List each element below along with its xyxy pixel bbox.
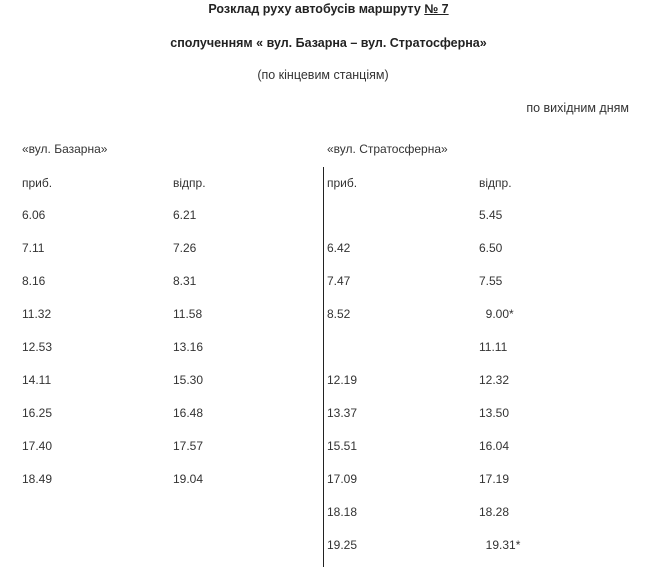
right-departure-time: 9.00* — [479, 307, 514, 321]
table-row — [0, 538, 657, 571]
left-departure-time: 8.31 — [173, 274, 197, 288]
right-departure-time: 7.55 — [479, 274, 503, 288]
right-arrival-time: 8.52 — [327, 307, 351, 321]
stop-name-left: «вул. Базарна» — [22, 142, 108, 156]
right-departure-time: 18.28 — [479, 505, 510, 519]
left-departure-time: 11.58 — [173, 307, 203, 321]
right-arrival-time: 7.47 — [327, 274, 351, 288]
arrival-header-right: приб. — [327, 176, 358, 190]
terminal-note: (по кінцевим станціям) — [257, 68, 389, 82]
left-departure-time: 17.57 — [173, 439, 204, 453]
left-arrival-time: 17.40 — [22, 439, 53, 453]
title-prefix: Розклад руху автобусів маршруту — [208, 2, 421, 16]
left-arrival-time: 6.06 — [22, 208, 46, 222]
right-arrival-time: 12.19 — [327, 373, 358, 387]
table-row — [0, 208, 657, 241]
table-row — [0, 241, 657, 274]
left-arrival-time: 8.16 — [22, 274, 46, 288]
table-row — [0, 307, 657, 340]
right-departure-time: 16.04 — [479, 439, 510, 453]
schedule-table — [0, 208, 657, 571]
table-row — [0, 340, 657, 373]
route-number: № 7 — [424, 2, 449, 16]
right-departure-time: 5.45 — [479, 208, 503, 222]
left-arrival-time: 12.53 — [22, 340, 53, 354]
left-arrival-time: 14.11 — [22, 373, 52, 387]
table-row — [0, 505, 657, 538]
left-arrival-time: 16.25 — [22, 406, 53, 420]
table-row — [0, 274, 657, 307]
left-departure-time: 19.04 — [173, 472, 204, 486]
left-departure-time: 13.16 — [173, 340, 204, 354]
right-departure-time: 12.32 — [479, 373, 510, 387]
right-arrival-time: 17.09 — [327, 472, 358, 486]
table-row — [0, 406, 657, 439]
left-departure-time: 7.26 — [173, 241, 197, 255]
route-subtitle: сполученням « вул. Базарна – вул. Стратосферна» — [170, 36, 487, 50]
right-departure-time: 19.31* — [479, 538, 521, 552]
page-title — [0, 2, 657, 16]
left-departure-time: 15.30 — [173, 373, 204, 387]
left-departure-time: 16.48 — [173, 406, 204, 420]
schedule-days: по вихідним дням — [526, 101, 629, 115]
right-departure-time: 13.50 — [479, 406, 510, 420]
left-departure-time: 6.21 — [173, 208, 197, 222]
right-arrival-time: 15.51 — [327, 439, 358, 453]
right-departure-time: 11.11 — [479, 340, 508, 354]
right-arrival-time: 6.42 — [327, 241, 351, 255]
right-arrival-time: 18.18 — [327, 505, 358, 519]
departure-header-right: відпр. — [479, 176, 512, 190]
left-arrival-time: 7.11 — [22, 241, 45, 255]
stop-name-right: «вул. Стратосферна» — [327, 142, 448, 156]
table-row — [0, 439, 657, 472]
left-arrival-time: 18.49 — [22, 472, 53, 486]
table-row — [0, 373, 657, 406]
right-arrival-time: 19.25 — [327, 538, 358, 552]
right-departure-time: 17.19 — [479, 472, 510, 486]
right-arrival-time: 13.37 — [327, 406, 358, 420]
table-row — [0, 472, 657, 505]
arrival-header-left: приб. — [22, 176, 53, 190]
right-departure-time: 6.50 — [479, 241, 503, 255]
left-arrival-time: 11.32 — [22, 307, 52, 321]
departure-header-left: відпр. — [173, 176, 206, 190]
